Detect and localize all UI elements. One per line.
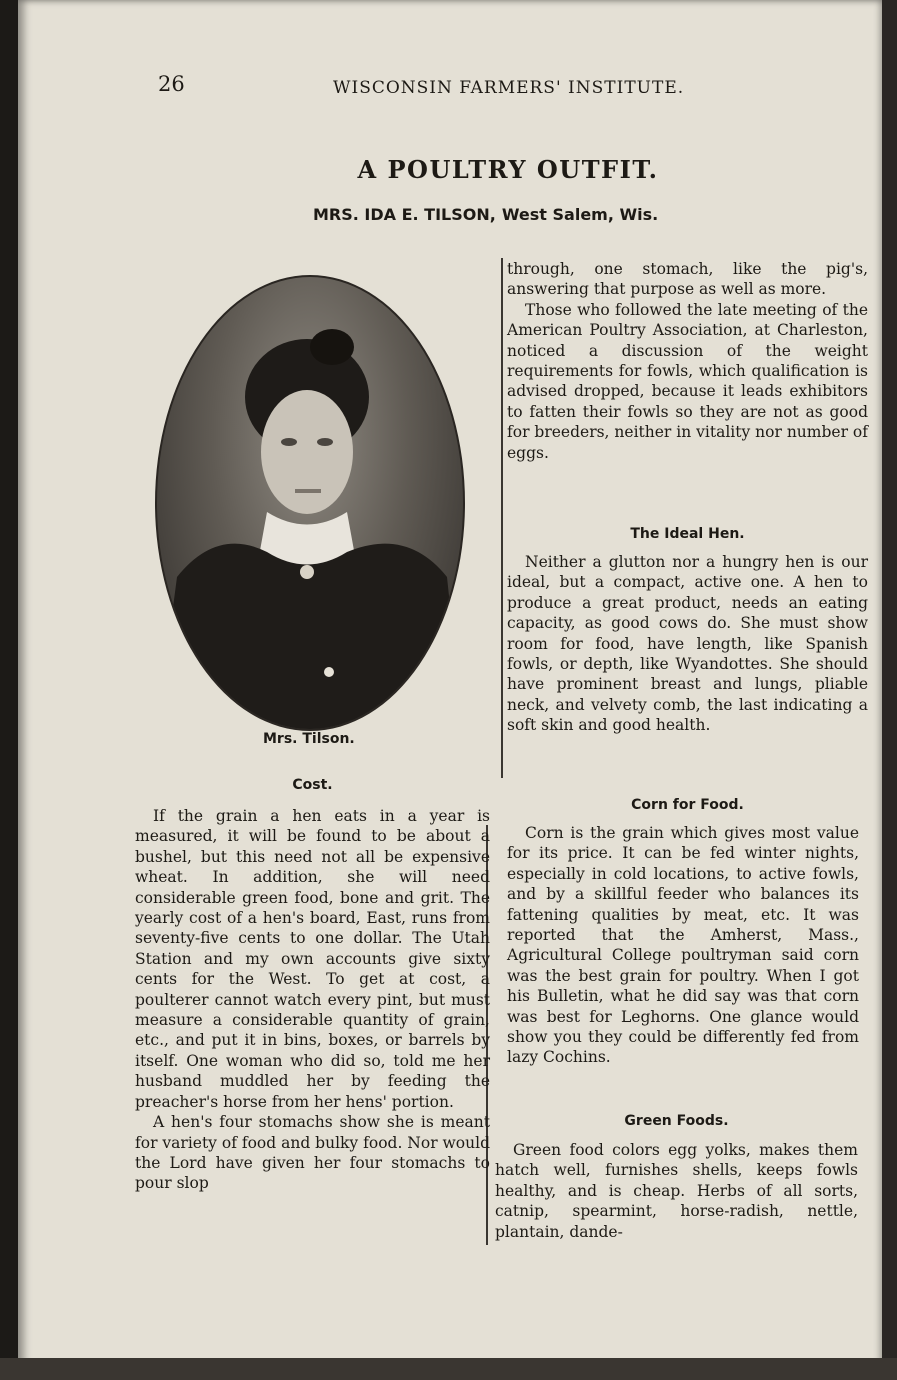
right-column-top (507, 259, 868, 463)
heading-cost: Cost. (292, 777, 333, 793)
cost-paragraph-2: A hen's four stomachs show she is meant for variety of food and bulky food. Nor would the Lord have given her four stomachs to pour slop (135, 1113, 490, 1193)
column-divider (501, 258, 503, 778)
weight-paragraph: Those who followed the late meeting of the American Poultry Association, at Charleston, noticed a discussion of the weight requirements for fowls, which qualification is advised dropped, because it leads exhibitors to fatten their fowls so they are not as good for breeders, neither in vitality nor number of eggs. (507, 300, 868, 462)
page-edge-right (882, 0, 897, 1380)
byline (313, 205, 658, 224)
corn-column (507, 823, 859, 1068)
author-place: West Salem, Wis. (501, 205, 659, 224)
continued-paragraph: through, one stomach, like the pig's, answering that purpose as well as more. (507, 260, 868, 299)
portrait-figure (157, 277, 463, 729)
page (18, 0, 882, 1380)
heading-green-foods: Green Foods. (624, 1113, 729, 1129)
page-edge-bottom (0, 1358, 897, 1380)
portrait-photo (155, 275, 465, 731)
portrait-caption: Mrs. Tilson. (263, 731, 355, 747)
author-name: MRS. IDA E. TILSON, (313, 205, 496, 224)
corn-paragraph: Corn is the grain which gives most value for its price. It can be fed winter nights, especially in cold locations, to active fowls, and by a skillful feeder who balances its fattening qualities by meat, etc. It was reported that the Amherst, Mass., Agricultural College poultryman said corn was the best grain for poultry. When I got his Bulletin, what he did say was that corn was best for Leghorns. One glance would show you they could be differently fed from lazy Cochins. (507, 824, 859, 1067)
cost-column (135, 806, 490, 1194)
green-foods-paragraph: Green food colors egg yolks, makes them hatch well, furnishes shells, keeps fowls healthy, and is cheap. Herbs of all sorts, catnip, spearmint, horse-radish, nettle, plantain, dande- (495, 1141, 858, 1241)
heading-ideal-hen: The Ideal Hen. (630, 526, 745, 542)
heading-corn: Corn for Food. (631, 797, 744, 813)
green-foods-column (495, 1140, 858, 1242)
running-head: WISCONSIN FARMERS' INSTITUTE. (333, 78, 685, 98)
ideal-hen-paragraph: Neither a glutton nor a hungry hen is our ideal, but a compact, active one. A hen to produce a great product, needs an eating capacity, as good cows do. She must show room for food, have length, like Spanish fowls, or depth, like Wyandottes. She should have prominent breast and lungs, pliable neck, and velvety comb, the last indicating a soft skin and good health. (507, 553, 868, 735)
article-title: A POULTRY OUTFIT. (357, 155, 659, 184)
cost-paragraph-1: If the grain a hen eats in a year is measured, it will be found to be about a bushel, but this need not all be expensive wheat. In addition, she will need considerable green food, bone and grit. The yearly cost of a hen's board, East, runs from seventy-five cents to one dollar. The Utah Station and my own accounts give sixty cents for the West. To get at cost, a poulterer cannot watch every pint, but must measure a considerable quantity of grain, etc., and put it in bins, boxes, or barrels by itself. One woman who did so, told me her husband muddled her by feeding the preacher's horse from her hens' portion. (135, 807, 490, 1111)
ideal-hen-column (507, 552, 868, 736)
page-number: 26 (158, 72, 185, 96)
